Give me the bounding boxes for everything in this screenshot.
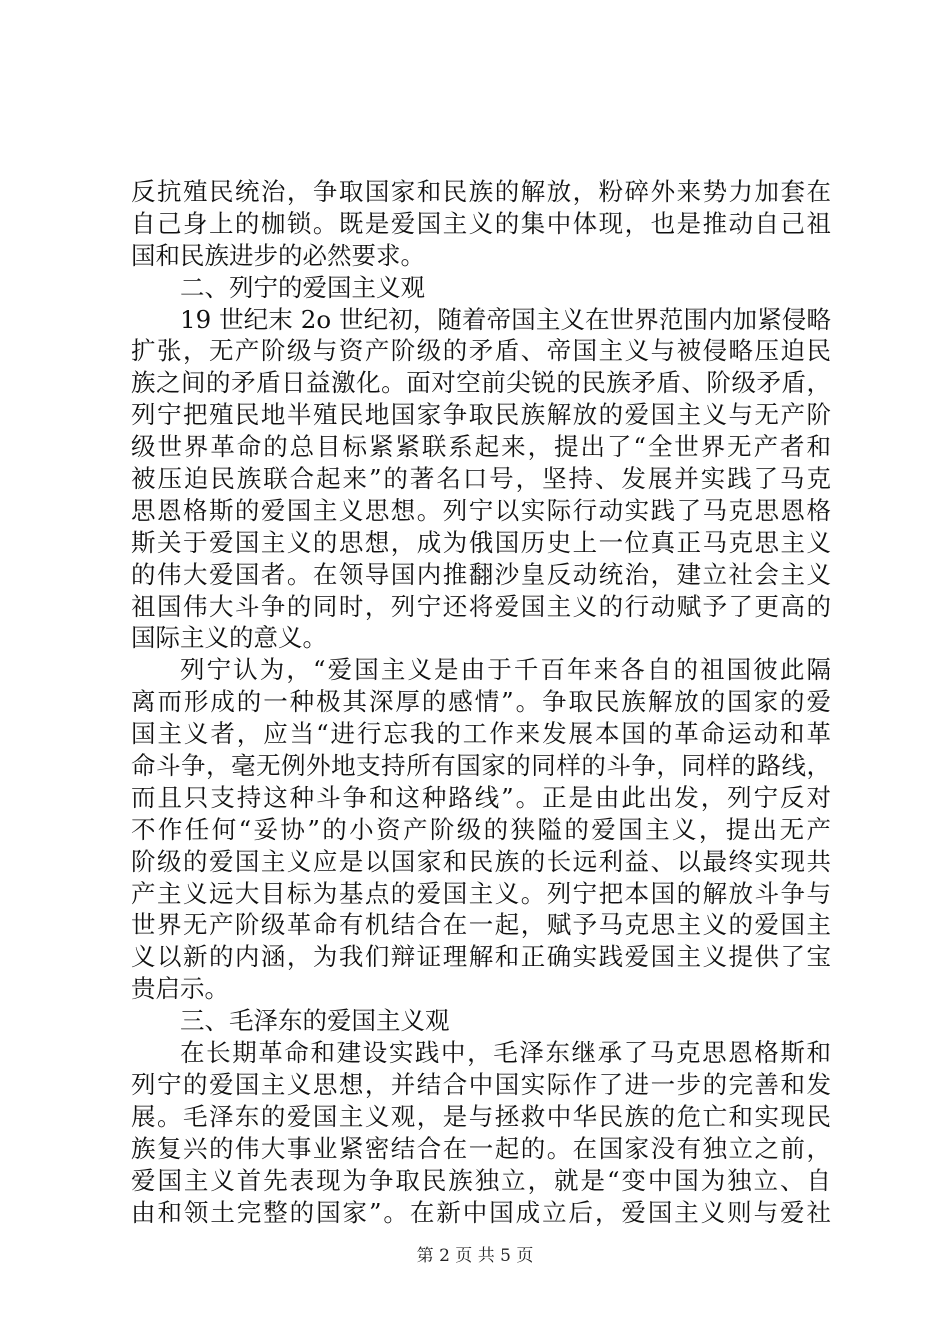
text-line: 在长期革命和建设实践中，毛泽东继承了马克思恩格斯和 xyxy=(180,1038,831,1068)
section-heading: 二、列宁的爱国主义观 xyxy=(180,272,425,302)
text-line: 的伟大爱国者。在领导国内推翻沙皇反动统治，建立社会主义 xyxy=(131,559,831,589)
text-line: 贵启示。 xyxy=(131,974,229,1004)
text-line: 被压迫民族联合起来”的著名口号，坚持、发展并实践了马克 xyxy=(131,464,831,494)
text-line: 离而形成的一种极其深厚的感情”。争取民族解放的国家的爱 xyxy=(131,687,831,717)
text-line: 国主义者，应当“进行忘我的工作来发展本国的革命运动和革 xyxy=(131,719,831,749)
text-line: 列宁的爱国主义思想，并结合中国实际作了进一步的完善和发 xyxy=(131,1069,831,1099)
text-line: 扩张，无产阶级与资产阶级的矛盾、帝国主义与被侵略压迫民 xyxy=(131,336,831,366)
text-line: 由和领土完整的国家”。在新中国成立后，爱国主义则与爱社 xyxy=(131,1197,831,1227)
text-line: 而且只支持这种斗争和这种路线”。正是由此出发，列宁反对 xyxy=(131,782,831,812)
text-line: 族复兴的伟大事业紧密结合在一起的。在国家没有独立之前， xyxy=(131,1133,831,1163)
text-line: 命斗争，毫无例外地支持所有国家的同样的斗争，同样的路线， xyxy=(131,751,831,781)
text-line: 产主义远大目标为基点的爱国主义。列宁把本国的解放斗争与 xyxy=(131,878,831,908)
text-line: 级世界革命的总目标紧紧联系起来，提出了“全世界无产者和 xyxy=(131,432,831,462)
text-line: 阶级的爱国主义应是以国家和民族的长远利益、以最终实现共 xyxy=(131,846,831,876)
document-body xyxy=(131,176,831,1228)
page-number: 第 2 页 共 5 页 xyxy=(416,1246,534,1266)
text-line: 反抗殖民统治，争取国家和民族的解放，粉碎外来势力加套在 xyxy=(131,177,831,206)
text-line: 自己身上的枷锁。既是爱国主义的集中体现，也是推动自己祖 xyxy=(131,208,831,238)
text-line: 世界无产阶级革命有机结合在一起，赋予马克思主义的爱国主 xyxy=(131,910,831,940)
text-line: 19 世纪末 2o 世纪初，随着帝国主义在世界范围内加紧侵略 xyxy=(180,304,831,334)
text-line: 族之间的矛盾日益激化。面对空前尖锐的民族矛盾、阶级矛盾， xyxy=(131,368,831,398)
text-line: 义以新的内涵，为我们辩证理解和正确实践爱国主义提供了宝 xyxy=(131,942,831,972)
text-line: 列宁认为，“爱国主义是由于千百年来各自的祖国彼此隔 xyxy=(180,655,831,685)
text-line: 列宁把殖民地半殖民地国家争取民族解放的爱国主义与无产阶 xyxy=(131,400,831,430)
text-line: 思恩格斯的爱国主义思想。列宁以实际行动实践了马克思恩格 xyxy=(131,495,831,525)
text-line: 爱国主义首先表现为争取民族独立，就是“变中国为独立、自 xyxy=(131,1165,831,1195)
text-line: 不作任何“妥协”的小资产阶级的狭隘的爱国主义，提出无产 xyxy=(131,814,831,844)
text-line: 祖国伟大斗争的同时，列宁还将爱国主义的行动赋予了更高的 xyxy=(131,591,831,621)
text-line: 国际主义的意义。 xyxy=(131,623,327,653)
text-line: 斯关于爱国主义的思想，成为俄国历史上一位真正马克思主义 xyxy=(131,527,831,557)
section-heading: 三、毛泽东的爱国主义观 xyxy=(180,1006,450,1036)
text-line: 国和民族进步的必然要求。 xyxy=(131,240,425,270)
text-line: 展。毛泽东的爱国主义观，是与拯救中华民族的危亡和实现民 xyxy=(131,1101,831,1131)
